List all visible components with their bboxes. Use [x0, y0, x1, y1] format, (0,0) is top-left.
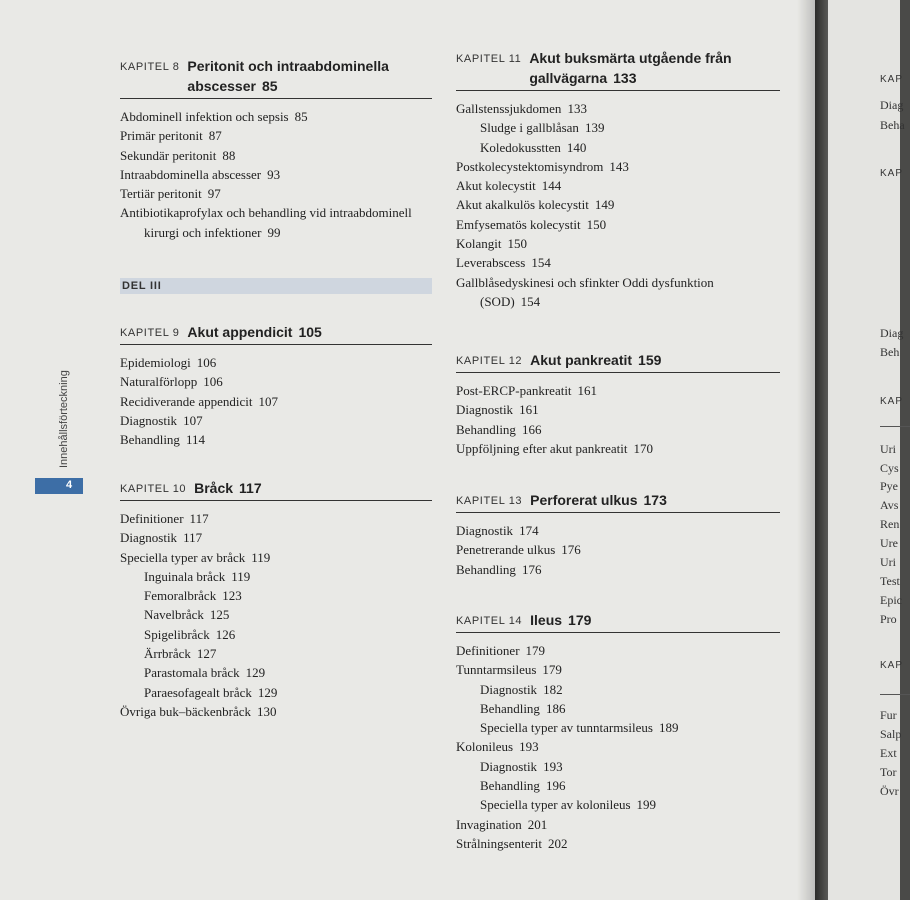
toc-entry: Epidemiologi 106 [120, 355, 217, 370]
book-gutter [815, 0, 828, 900]
chapter-title: Akut buksmärta utgående från gallvägarna 133 [529, 50, 732, 86]
page-number-tab [35, 478, 83, 494]
chapter-9 [120, 322, 432, 449]
chapter-11 [456, 48, 780, 311]
next-page-fragment: KAP [880, 660, 904, 671]
next-page-fragment: Beha [880, 118, 905, 132]
toc-entry: Invagination 201 [456, 816, 548, 832]
toc-entry: Recidiverande appendicit 107 [120, 393, 278, 409]
chapter-title: Peritonit och intraabdominella abscesser 85 [187, 58, 389, 94]
next-page-fragment: Diag [880, 98, 904, 112]
toc-entry: Uppföljning efter akut pankreatit 170 [456, 440, 653, 456]
toc-entry: Behandling 196 [480, 778, 566, 794]
chapter-label: KAPITEL 14 [456, 615, 523, 627]
next-page-fragment: Cys [880, 461, 899, 475]
toc-entry: Femoralbråck 123 [144, 588, 242, 604]
toc-entry: Sludge i gallblåsan 139 [480, 120, 605, 136]
toc-entry: Gallstenssjukdomen 133 [456, 101, 587, 116]
next-page-fragment: Beh [880, 345, 900, 359]
toc-entry: Definitioner 117 [120, 511, 209, 526]
toc-entry: kirurgi och infektioner 99 [144, 224, 281, 240]
next-page-fragment: KAP [880, 168, 904, 179]
chapter-title: Ileus 179 [530, 612, 592, 628]
toc-entry: Postkolecystektomisyndrom 143 [456, 158, 629, 174]
chapter-heading [120, 56, 432, 99]
toc-entry: Antibiotikaprofylax och behandling vid intraabdominell [120, 205, 412, 221]
toc-entry: Strålningsenterit 202 [456, 835, 568, 851]
chapter-label: KAPITEL 8 [120, 61, 180, 73]
chapter-heading [456, 610, 780, 633]
toc-entry: Akut kolecystit 144 [456, 178, 562, 194]
chapter-heading [456, 350, 780, 373]
chapter-title: Akut appendicit 105 [187, 324, 322, 340]
toc-entry: Speciella typer av tunntarmsileus 189 [480, 720, 679, 736]
chapter-13 [456, 490, 780, 579]
next-page-fragment: Övr [880, 784, 899, 798]
toc-entry: Paraesofagealt bråck 129 [144, 684, 278, 700]
next-page-fragment: Ext [880, 746, 897, 760]
chapter-8 [120, 56, 432, 242]
next-page-fragment: Ure [880, 536, 898, 550]
toc-entry: Sekundär peritonit 88 [120, 147, 236, 163]
next-page-fragment: KAP [880, 396, 904, 407]
next-page-fragment: Diag [880, 326, 904, 340]
toc-entry: Diagnostik 174 [456, 523, 539, 538]
part-header: DEL III [120, 278, 432, 294]
toc-entry: Navelbråck 125 [144, 607, 230, 623]
chapter-12 [456, 350, 780, 458]
toc-entry: Diagnostik 107 [120, 412, 203, 428]
toc-entry: Post-ERCP-pankreatit 161 [456, 383, 598, 398]
next-page-fragment: Fur [880, 708, 897, 722]
chapter-label: KAPITEL 9 [120, 327, 180, 339]
toc-entry: Tunntarmsileus 179 [456, 662, 562, 678]
toc-entry: (SOD) 154 [480, 293, 541, 309]
chapter-title: Akut pankreatit 159 [530, 352, 662, 368]
next-page-rule [880, 426, 910, 427]
toc-entry: Gallblåsedyskinesi och sfinkter Oddi dysfunktion [456, 274, 714, 290]
page-number: 4 [66, 479, 73, 491]
sidebar-label: Innehållsförteckning [58, 370, 70, 468]
next-page-fragment: KAP [880, 74, 904, 85]
page-shadow [797, 0, 815, 900]
toc-entry: Behandling 186 [480, 700, 566, 716]
toc-entry: Diagnostik 182 [480, 681, 563, 697]
chapter-label: KAPITEL 12 [456, 355, 523, 367]
chapter-heading [456, 48, 780, 91]
toc-entry: Diagnostik 117 [120, 530, 203, 546]
next-page-fragment: Tor [880, 765, 897, 779]
chapter-label: KAPITEL 10 [120, 483, 187, 495]
toc-entry: Spigelibråck 126 [144, 626, 236, 642]
toc-entry: Diagnostik 193 [480, 758, 563, 774]
toc-entry: Tertiär peritonit 97 [120, 186, 221, 202]
next-page-fragment: Avs [880, 498, 899, 512]
chapter-14 [456, 610, 780, 853]
chapter-title: Perforerat ulkus 173 [530, 492, 667, 508]
next-page-fragment: Salp [880, 727, 902, 741]
chapter-heading [120, 322, 432, 345]
chapter-title: Bråck 117 [194, 480, 262, 496]
next-page [828, 0, 905, 900]
toc-entry: Behandling 166 [456, 421, 542, 437]
toc-entry: Kolonileus 193 [456, 739, 539, 755]
next-page-rule [880, 694, 910, 695]
toc-entry: Kolangit 150 [456, 236, 527, 252]
chapter-label: KAPITEL 11 [456, 53, 522, 65]
toc-entry: Behandling 176 [456, 561, 542, 577]
toc-entry: Intraabdominella abscesser 93 [120, 166, 281, 182]
next-page-fragment: Test [880, 574, 900, 588]
toc-entry: Övriga buk–bäckenbråck 130 [120, 703, 277, 719]
chapter-10 [120, 478, 432, 721]
next-page-fragment: Uri [880, 555, 896, 569]
next-page-fragment: Pro [880, 612, 897, 626]
toc-entry: Parastomala bråck 129 [144, 665, 266, 681]
chapter-label: KAPITEL 13 [456, 495, 523, 507]
toc-entry: Ärrbråck 127 [144, 646, 217, 662]
toc-entry: Abdominell infektion och sepsis 85 [120, 109, 308, 124]
toc-entry: Naturalförlopp 106 [120, 374, 223, 390]
toc-entry: Inguinala bråck 119 [144, 568, 251, 584]
next-page-fragment: Ren [880, 517, 900, 531]
next-page-fragment: Pye [880, 479, 898, 493]
toc-entry: Emfysematös kolecystit 150 [456, 216, 607, 232]
toc-entry: Speciella typer av kolonileus 199 [480, 797, 657, 813]
toc-entry: Koledokusstten 140 [480, 139, 587, 155]
toc-entry: Primär peritonit 87 [120, 128, 222, 144]
toc-entry: Speciella typer av bråck 119 [120, 549, 271, 565]
next-page-fragment: Uri [880, 442, 896, 456]
chapter-heading [456, 490, 780, 513]
toc-entry: Penetrerande ulkus 176 [456, 542, 581, 558]
chapter-heading [120, 478, 432, 501]
toc-entry: Leverabscess 154 [456, 255, 551, 271]
toc-entry: Akut akalkulös kolecystit 149 [456, 197, 615, 213]
next-page-fragment: Epic [880, 593, 902, 607]
toc-entry: Definitioner 179 [456, 643, 546, 658]
toc-entry: Diagnostik 161 [456, 402, 539, 418]
toc-entry: Behandling 114 [120, 432, 205, 448]
